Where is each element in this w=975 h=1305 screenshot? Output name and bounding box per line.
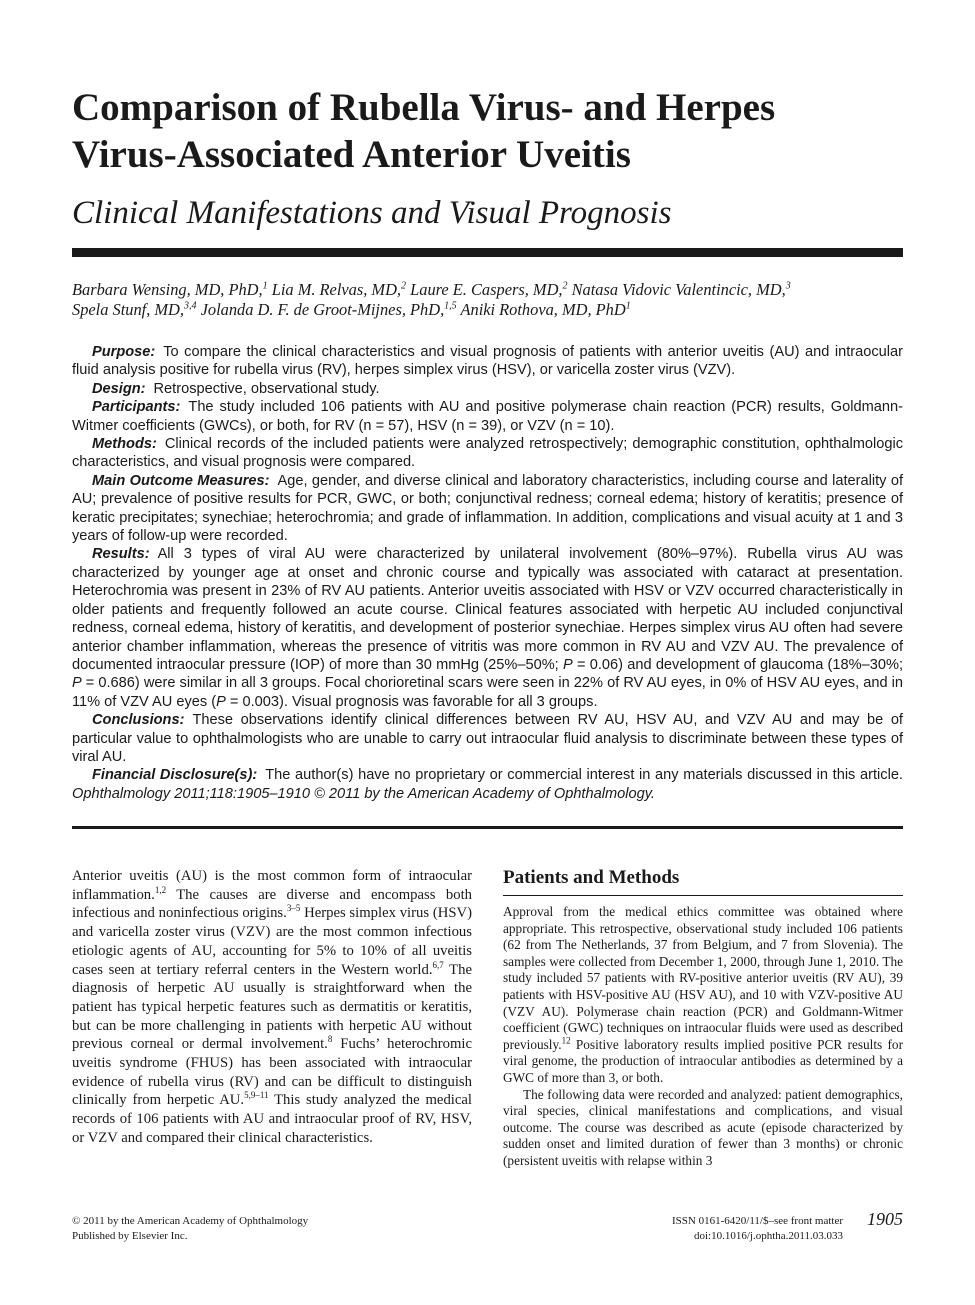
- reference-marker[interactable]: 12: [561, 1035, 571, 1046]
- abstract-text: The author(s) have no proprietary or commercial interest in any materials discussed in this article.: [265, 767, 903, 784]
- abstract-text: Clinical records of the included patients were analyzed retrospectively; demographic constitution, ophthalmologic characteristics, and visual prognosis were compared.: [72, 436, 903, 471]
- author-affiliation: 2: [562, 280, 568, 292]
- author-list: [72, 280, 903, 320]
- abstract-text: The study included 106 patients with AU and positive polymerase chain reaction (PCR) results, Goldmann-Witmer coefficients (GWCs), or both, for RV (n = 57), HSV (n = 39), or VZV (n = 10).: [72, 399, 903, 434]
- body-text: The causes are diverse and encompass both infectious and noninfectious origins.: [72, 886, 472, 922]
- author-name: Aniki Rothova, MD, PhD: [460, 300, 626, 319]
- introduction-paragraph: [72, 867, 472, 1148]
- abstract-results: [72, 545, 903, 711]
- doi-link[interactable]: doi:10.1016/j.ophtha.2011.03.033: [693, 1230, 843, 1242]
- author-affiliation: 3,4: [184, 300, 197, 312]
- abstract-text: = 0.003). Visual prognosis was favorable for all 3 groups.: [225, 693, 598, 710]
- body-text: Fuchs’ heterochromic uveitis syndrome (FHUS) has been associated with intraocular evidence of rubella virus (RV) and can be difficult to distinguish clinically from herpetic AU.: [72, 1036, 472, 1109]
- author-affiliation: 1,5: [444, 300, 457, 312]
- abstract-label: Methods:: [92, 436, 157, 453]
- article-subtitle: Clinical Manifestations and Visual Prognosis: [72, 195, 672, 231]
- abstract-text: These observations identify clinical differences between RV AU, HSV AU, and VZV AU and may be of particular value to ophthalmologists who are unable to carry out intraocular fluid analysis to discriminate between these types of viral AU.: [72, 712, 903, 765]
- reference-marker[interactable]: 5,9–11: [244, 1090, 269, 1101]
- methods-column: [503, 904, 903, 1170]
- author-affiliation: 1: [262, 280, 268, 292]
- abstract-text: Retrospective, observational study.: [153, 380, 380, 397]
- abstract-label: Purpose:: [92, 344, 156, 360]
- author-affiliation: 1: [625, 300, 631, 312]
- introduction-column: [72, 867, 472, 1148]
- body-text: Positive laboratory results implied positive PCR results for viral genome, the production of intraocular antibodies as determined by a GWC of more than 3, or both.: [503, 1036, 903, 1085]
- author-affiliation: 2: [401, 280, 407, 292]
- abstract-text: = 0.686) were similar in all 3 groups. Focal chorioretinal scars were seen in 22% of RV AU eyes, in 0% of HSV AU eyes, and in 11% of VZV AU eyes (: [72, 675, 903, 710]
- abstract-label: Main Outcome Measures:: [92, 472, 270, 489]
- abstract-text: All 3 types of viral AU were characterized by unilateral involvement (80%–97%). Rubella virus AU was characterized by younger age at onset and chronic course and typically was associated with cataract at presentation. Heterochromia was present in 23% of RV AU patients. Anterior uveitis associated with HSV or VZV occurred characteristically in older patients and frequently followed an acute course. Clinical features associated with herpetic AU included conjunctival redness, corneal edema, history of keratitis, and development of posterior synechiae. Herpes simplex virus AU often had severe anterior chamber inflammation, whereas the presence of vitritis was more common in RV AU and VZV AU. The prevalence of documented intraocular pressure (IOP) of more than 30 mmHg (25%–50%;: [72, 546, 903, 673]
- body-text: Anterior uveitis (AU) is the most common form of intraocular inflammation.: [72, 868, 472, 903]
- page-number: 1905: [867, 1209, 903, 1229]
- abstract-purpose: [72, 343, 903, 380]
- footer-identifiers: [560, 1214, 843, 1244]
- body-text: This study analyzed the medical records of 106 patients with AU and intraocular proof of RV, HSV, or VZV and compared their clinical characteristics.: [72, 1092, 472, 1146]
- abstract-outcome-measures: [72, 472, 903, 546]
- author-name: Spela Stunf, MD,: [72, 300, 184, 319]
- abstract-label: Conclusions:: [92, 712, 185, 729]
- abstract-text: = 0.06) and development of glaucoma (18%–30%;: [572, 656, 903, 673]
- copyright-text: © 2011 by the American Academy of Ophthalmology: [72, 1215, 309, 1227]
- author-name: Natasa Vidovic Valentincic, MD,: [571, 280, 786, 299]
- author-affiliation: 3: [785, 280, 791, 292]
- reference-marker[interactable]: 1,2: [154, 884, 167, 895]
- reference-marker[interactable]: 6,7: [432, 959, 444, 970]
- methods-paragraph: The following data were recorded and analyzed: patient demographics, viral species, clinical manifestations and complications, and visual outcome. The course was described as acute (episode characterized by sudden onset and limited duration of fewer than 3 months) or chronic (persistent uveitis with relapse within 3: [503, 1086, 903, 1168]
- article-title: [72, 84, 912, 178]
- section-heading: Patients and Methods: [503, 867, 680, 888]
- abstract-methods: [72, 435, 903, 472]
- author-name: Jolanda D. F. de Groot-Mijnes, PhD,: [200, 300, 445, 319]
- abstract-label: Financial Disclosure(s):: [92, 767, 258, 784]
- abstract: [72, 343, 903, 803]
- author-name: Laure E. Caspers, MD,: [410, 280, 563, 299]
- methods-paragraph: [503, 904, 903, 1087]
- section-divider: [503, 895, 903, 896]
- author-name: Barbara Wensing, MD, PhD,: [72, 280, 263, 299]
- title-line-1: Comparison of Rubella Virus- and Herpes: [72, 86, 776, 129]
- abstract-participants: [72, 398, 903, 435]
- body-text: Approval from the medical ethics committee was obtained where appropriate. This retrospective, observational study included 106 patients (62 from The Netherlands, 37 from Belgium, and 7 from Slovenia). The samples were collected from December 1, 2000, through June 1, 2010. The study included 57 patients with RV-positive anterior uveitis (RV AU), 39 patients with HSV-positive AU (HSV AU), and 10 with VZV-positive AU (VZV AU). Polymerase chain reaction (PCR) and Goldmann-Witmer coefficient (GWC) techniques on intraocular fluids were used as described previously.: [503, 904, 903, 1052]
- abstract-divider: [72, 826, 903, 829]
- p-value-symbol: P: [216, 693, 226, 710]
- title-line-2: Virus-Associated Anterior Uveitis: [72, 133, 631, 176]
- issn-text: ISSN 0161-6420/11/$–see front matter: [672, 1215, 843, 1227]
- author-name: Lia M. Relvas, MD,: [271, 280, 402, 299]
- abstract-design: [72, 380, 903, 398]
- abstract-text: To compare the clinical characteristics and visual prognosis of patients with anterior uveitis (AU) and intraocular fluid analysis positive for rubella virus (RV), herpes simplex virus (HSV), or varicella zoster virus (VZV).: [72, 344, 903, 379]
- abstract-conclusions: [72, 711, 903, 766]
- abstract-label: Design:: [92, 380, 146, 397]
- abstract-disclosure: [72, 766, 903, 803]
- footer-copyright: [72, 1214, 472, 1244]
- reference-marker[interactable]: 3–5: [286, 903, 301, 914]
- abstract-text: Age, gender, and diverse clinical and laboratory characteristics, including course and laterality of AU; prevalence of positive results for PCR, GWC, or both; conjunctival redness; corneal edema; history of keratitis; presence of keratic precipitates; synechiae; heterochromia; and grade of inflammation. In addition, complications and visual acuity at 1 and 3 years of follow-up were recorded.: [72, 472, 903, 545]
- body-text: Herpes simplex virus (HSV) and varicella zoster virus (VZV) are the most common infectious etiologic agents of AU, accounting for 5% to 10% of all uveitis cases seen at tertiary referral centers in the Western world.: [72, 905, 472, 978]
- abstract-label: Results:: [92, 546, 150, 563]
- reference-marker[interactable]: 8: [327, 1034, 333, 1045]
- body-text: The diagnosis of herpetic AU usually is straightforward when the patient has typical herpetic features such as dermatitis or keratitis, but can be more challenging in patients with herpetic AU without previous corneal or dermal involvement.: [72, 961, 472, 1053]
- p-value-symbol: P: [72, 675, 82, 692]
- abstract-label: Participants:: [92, 399, 181, 416]
- publisher-text: Published by Elsevier Inc.: [72, 1230, 188, 1242]
- journal-citation: Ophthalmology 2011;118:1905–1910 © 2011 by the American Academy of Ophthalmology.: [72, 785, 655, 802]
- p-value-symbol: P: [562, 656, 573, 673]
- title-divider: [72, 248, 903, 257]
